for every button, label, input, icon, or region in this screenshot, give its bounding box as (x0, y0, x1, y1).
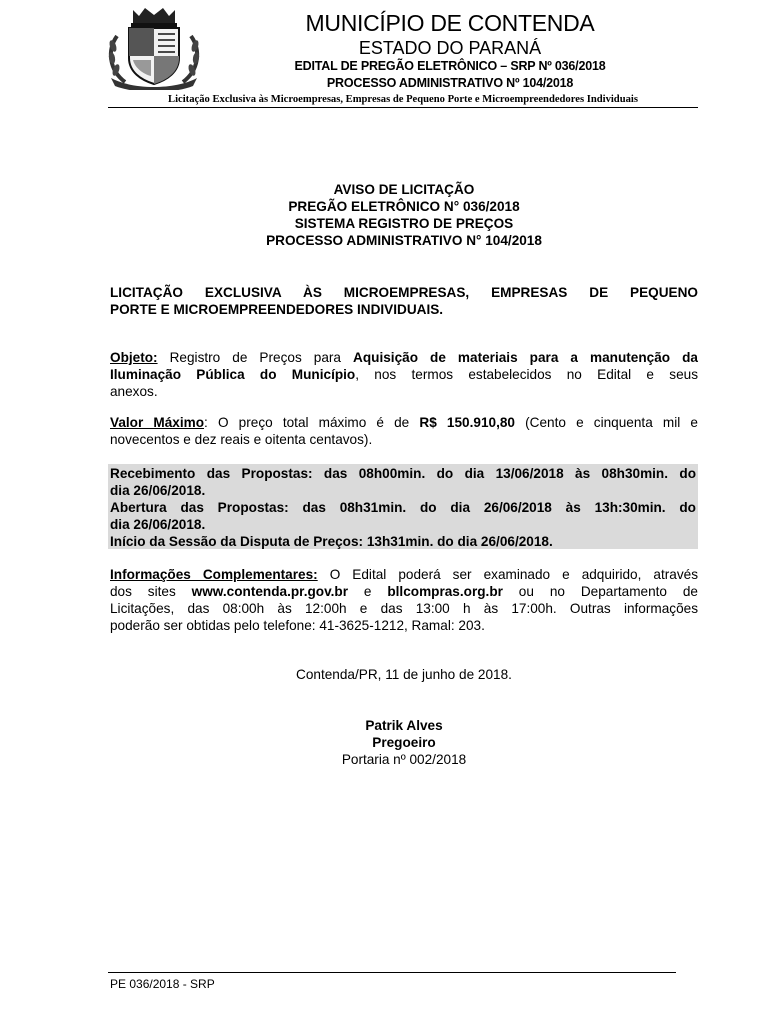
schedule-line-5: Início da Sessão da Disputa de Preços: 13h31min. do dia 26/06/2018. (110, 534, 553, 549)
exclusive-statement (110, 284, 698, 318)
objeto-line-2 (110, 366, 698, 383)
header-subtitle: Licitação Exclusiva às Microempresas, Empresas de Pequeno Porte e Microempreendedores Individuais (168, 94, 638, 105)
processo-number: PROCESSO ADMINISTRATIVO Nº 104/2018 (326, 76, 574, 90)
signatory-portaria: Portaria nº 002/2018 (341, 752, 467, 767)
edital-number: EDITAL DE PREGÃO ELETRÔNICO – SRP Nº 036/2018 (294, 59, 606, 73)
objeto-line-1 (110, 349, 698, 366)
footer-reference: PE 036/2018 - SRP (110, 977, 215, 991)
notice-title: AVISO DE LICITAÇÃO (333, 182, 475, 197)
signatory-role: Pregoeiro (372, 735, 436, 750)
valor-pre: : O preço total máximo é de (204, 415, 420, 430)
objeto-pre: Registro de Preços para (157, 350, 354, 365)
info-text-1: O Edital poderá ser examinado e adquirido, através (317, 567, 698, 582)
schedule-line-2: dia 26/06/2018. (110, 483, 206, 498)
site-link-bllcompras[interactable]: bllcompras.org.br (387, 584, 503, 599)
valor-paragraph (110, 414, 698, 448)
notice-pregao: PREGÃO ELETRÔNICO N° 036/2018 (288, 199, 520, 214)
footer-divider (108, 972, 676, 973)
objeto-bold-1: Aquisição de materiais para a manutenção da (353, 350, 698, 365)
notice-system: SISTEMA REGISTRO DE PREÇOS (294, 216, 514, 231)
place-date: Contenda/PR, 11 de junho de 2018. (296, 667, 512, 682)
objeto-label: Objeto: (110, 350, 158, 365)
valor-label: Valor Máximo (110, 415, 205, 430)
valor-amount: R$ 150.910,80 (419, 415, 515, 430)
notice-processo: PROCESSO ADMINISTRATIVO N° 104/2018 (266, 233, 542, 248)
notice-title-block (110, 181, 698, 249)
schedule-line-4: dia 26/06/2018. (110, 517, 206, 532)
info-text-2c: ou no Departamento de (502, 584, 698, 599)
info-line-1 (110, 566, 698, 583)
info-line-2 (110, 583, 698, 600)
info-paragraph (110, 566, 698, 634)
schedule-line-3: Abertura das Propostas: das 08h31min. do dia 26/06/2018 às 13h:30min. do (110, 500, 696, 515)
valor-line-1 (110, 414, 698, 431)
document-header (0, 0, 770, 110)
header-divider (108, 107, 698, 108)
valor-post: (Cento e cinquenta mil e (514, 415, 698, 430)
state-title: ESTADO DO PARANÁ (358, 38, 542, 58)
schedule-box (108, 464, 698, 549)
info-text-2b: e (348, 584, 388, 599)
info-line-3: Licitações, das 08:00h às 12:00h e das 13:00 h às 17:00h. Outras informações (110, 601, 698, 616)
exclusive-line-2: PORTE E MICROEMPREENDEDORES INDIVIDUAIS. (110, 302, 444, 317)
objeto-post: , nos termos estabelecidos no Edital e seus (355, 367, 698, 382)
info-line-4: poderão ser obtidas pelo telefone: 41-3625-1212, Ramal: 203. (110, 618, 485, 633)
info-label: Informações Complementares: (110, 567, 318, 582)
municipality-title: MUNICÍPIO DE CONTENDA (305, 10, 595, 36)
objeto-line-3: anexos. (110, 384, 158, 399)
site-link-contenda[interactable]: www.contenda.pr.gov.br (191, 584, 348, 599)
schedule-line-1: Recebimento das Propostas: das 08h00min. do dia 13/06/2018 às 08h30min. do (110, 466, 696, 481)
info-text-2a: dos sites (110, 584, 192, 599)
signatory-name: Patrik Alves (365, 718, 443, 733)
valor-line-2: novecentos e dez reais e oitenta centavos). (110, 432, 373, 447)
objeto-paragraph (110, 349, 698, 400)
objeto-bold-2: Iluminação Pública do Município (110, 367, 356, 382)
municipal-coat-of-arms-icon (103, 6, 205, 90)
exclusive-line-1: LICITAÇÃO EXCLUSIVA ÀS MICROEMPRESAS, EMPRESAS DE PEQUENO (110, 285, 698, 300)
